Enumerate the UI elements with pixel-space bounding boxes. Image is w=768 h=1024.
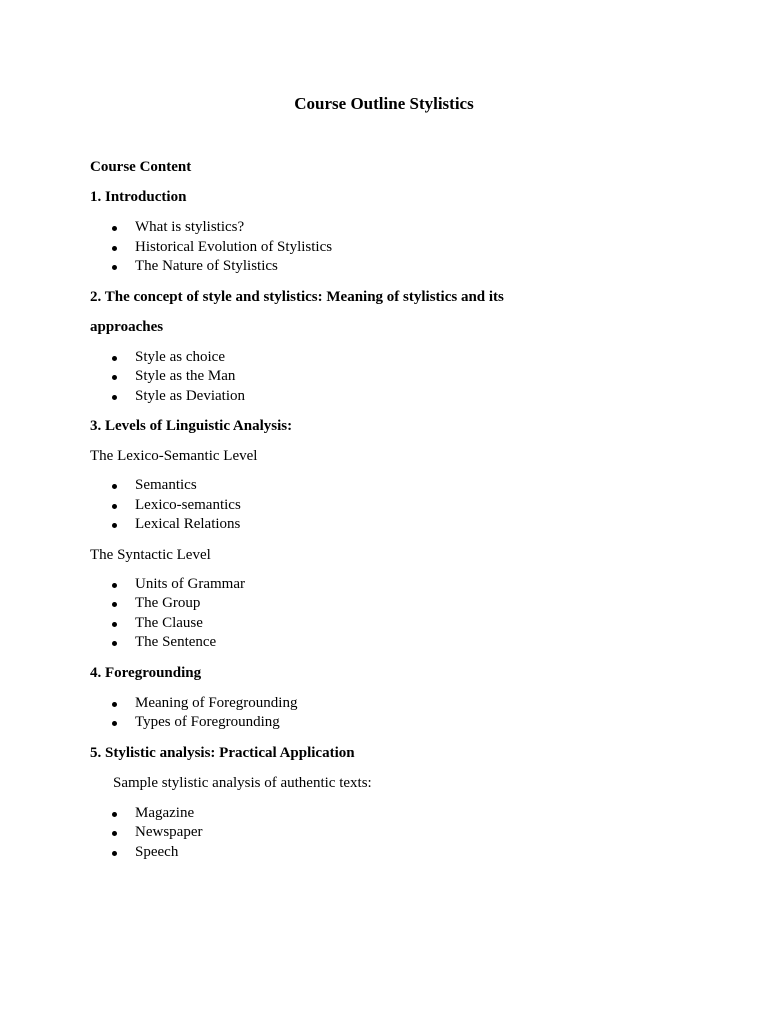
subsection-label-syntactic: The Syntactic Level (90, 546, 211, 563)
list-item (90, 387, 690, 407)
bullet-icon (112, 851, 117, 856)
section-2-heading-line-2: approaches (90, 318, 164, 335)
section-5-heading: 5. Stylistic analysis: Practical Application (90, 744, 355, 761)
bullet-icon (112, 395, 117, 400)
list-item (90, 348, 690, 368)
bullet-icon (112, 246, 117, 251)
list-item (90, 694, 690, 714)
bullet-icon (112, 583, 117, 588)
section-2-list (90, 348, 690, 407)
list-item-text: Magazine (135, 804, 195, 821)
bullet-icon (112, 831, 117, 836)
list-item (90, 476, 690, 496)
section-2-heading-line-1: 2. The concept of style and stylistics: Meaning of stylistics and its (90, 288, 504, 305)
list-item-text: What is stylistics? (135, 219, 245, 235)
list-item (90, 218, 690, 238)
list-item-text: Historical Evolution of Stylistics (135, 238, 333, 255)
list-item-text: Types of Foregrounding (135, 714, 280, 730)
list-item (90, 594, 690, 614)
list-item (90, 843, 690, 863)
list-item (90, 367, 690, 387)
list-item-text: Units of Grammar (135, 575, 245, 592)
lexico-semantic-list (90, 476, 690, 535)
list-item-text: The Nature of Stylistics (135, 258, 278, 274)
bullet-icon (112, 504, 117, 509)
section-5-list (90, 804, 690, 863)
list-item (90, 823, 690, 843)
syntactic-list (90, 575, 690, 653)
list-item (90, 633, 690, 653)
list-item (90, 496, 690, 516)
list-item (90, 515, 690, 535)
course-content-heading: Course Content (90, 159, 192, 175)
bullet-icon (112, 602, 117, 607)
bullet-icon (112, 226, 117, 231)
list-item-text: Semantics (135, 477, 197, 493)
section-4-list (90, 694, 690, 733)
list-item (90, 257, 690, 277)
bullet-icon (112, 265, 117, 270)
bullet-icon (112, 702, 117, 707)
section-5-intro: Sample stylistic analysis of authentic texts: (113, 774, 372, 791)
document-title: Course Outline Stylistics (294, 94, 474, 113)
list-item-text: Newspaper (135, 824, 203, 840)
bullet-icon (112, 484, 117, 489)
bullet-icon (112, 641, 117, 646)
document-body (90, 158, 690, 873)
list-item (90, 804, 690, 824)
list-item-text: The Clause (135, 614, 203, 631)
list-item (90, 575, 690, 595)
list-item-text: The Group (135, 595, 201, 611)
section-4-heading: 4. Foregrounding (90, 664, 202, 681)
section-1-list (90, 218, 690, 277)
list-item (90, 614, 690, 634)
list-item-text: Style as choice (135, 348, 225, 365)
bullet-icon (112, 622, 117, 627)
bullet-icon (112, 721, 117, 726)
list-item-text: Style as Deviation (135, 387, 245, 404)
list-item-text: Lexico-semantics (135, 496, 241, 513)
subsection-label-lexico-semantic: The Lexico-Semantic Level (90, 448, 258, 464)
section-3-heading: 3. Levels of Linguistic Analysis: (90, 418, 293, 434)
list-item (90, 713, 690, 733)
section-1-heading: 1. Introduction (90, 189, 187, 205)
list-item-text: Speech (135, 843, 179, 860)
bullet-icon (112, 356, 117, 361)
bullet-icon (112, 523, 117, 528)
list-item (90, 238, 690, 258)
bullet-icon (112, 375, 117, 380)
list-item-text: Lexical Relations (135, 516, 241, 532)
list-item-text: The Sentence (135, 634, 217, 650)
list-item-text: Meaning of Foregrounding (135, 694, 298, 711)
list-item-text: Style as the Man (135, 368, 236, 384)
bullet-icon (112, 812, 117, 817)
